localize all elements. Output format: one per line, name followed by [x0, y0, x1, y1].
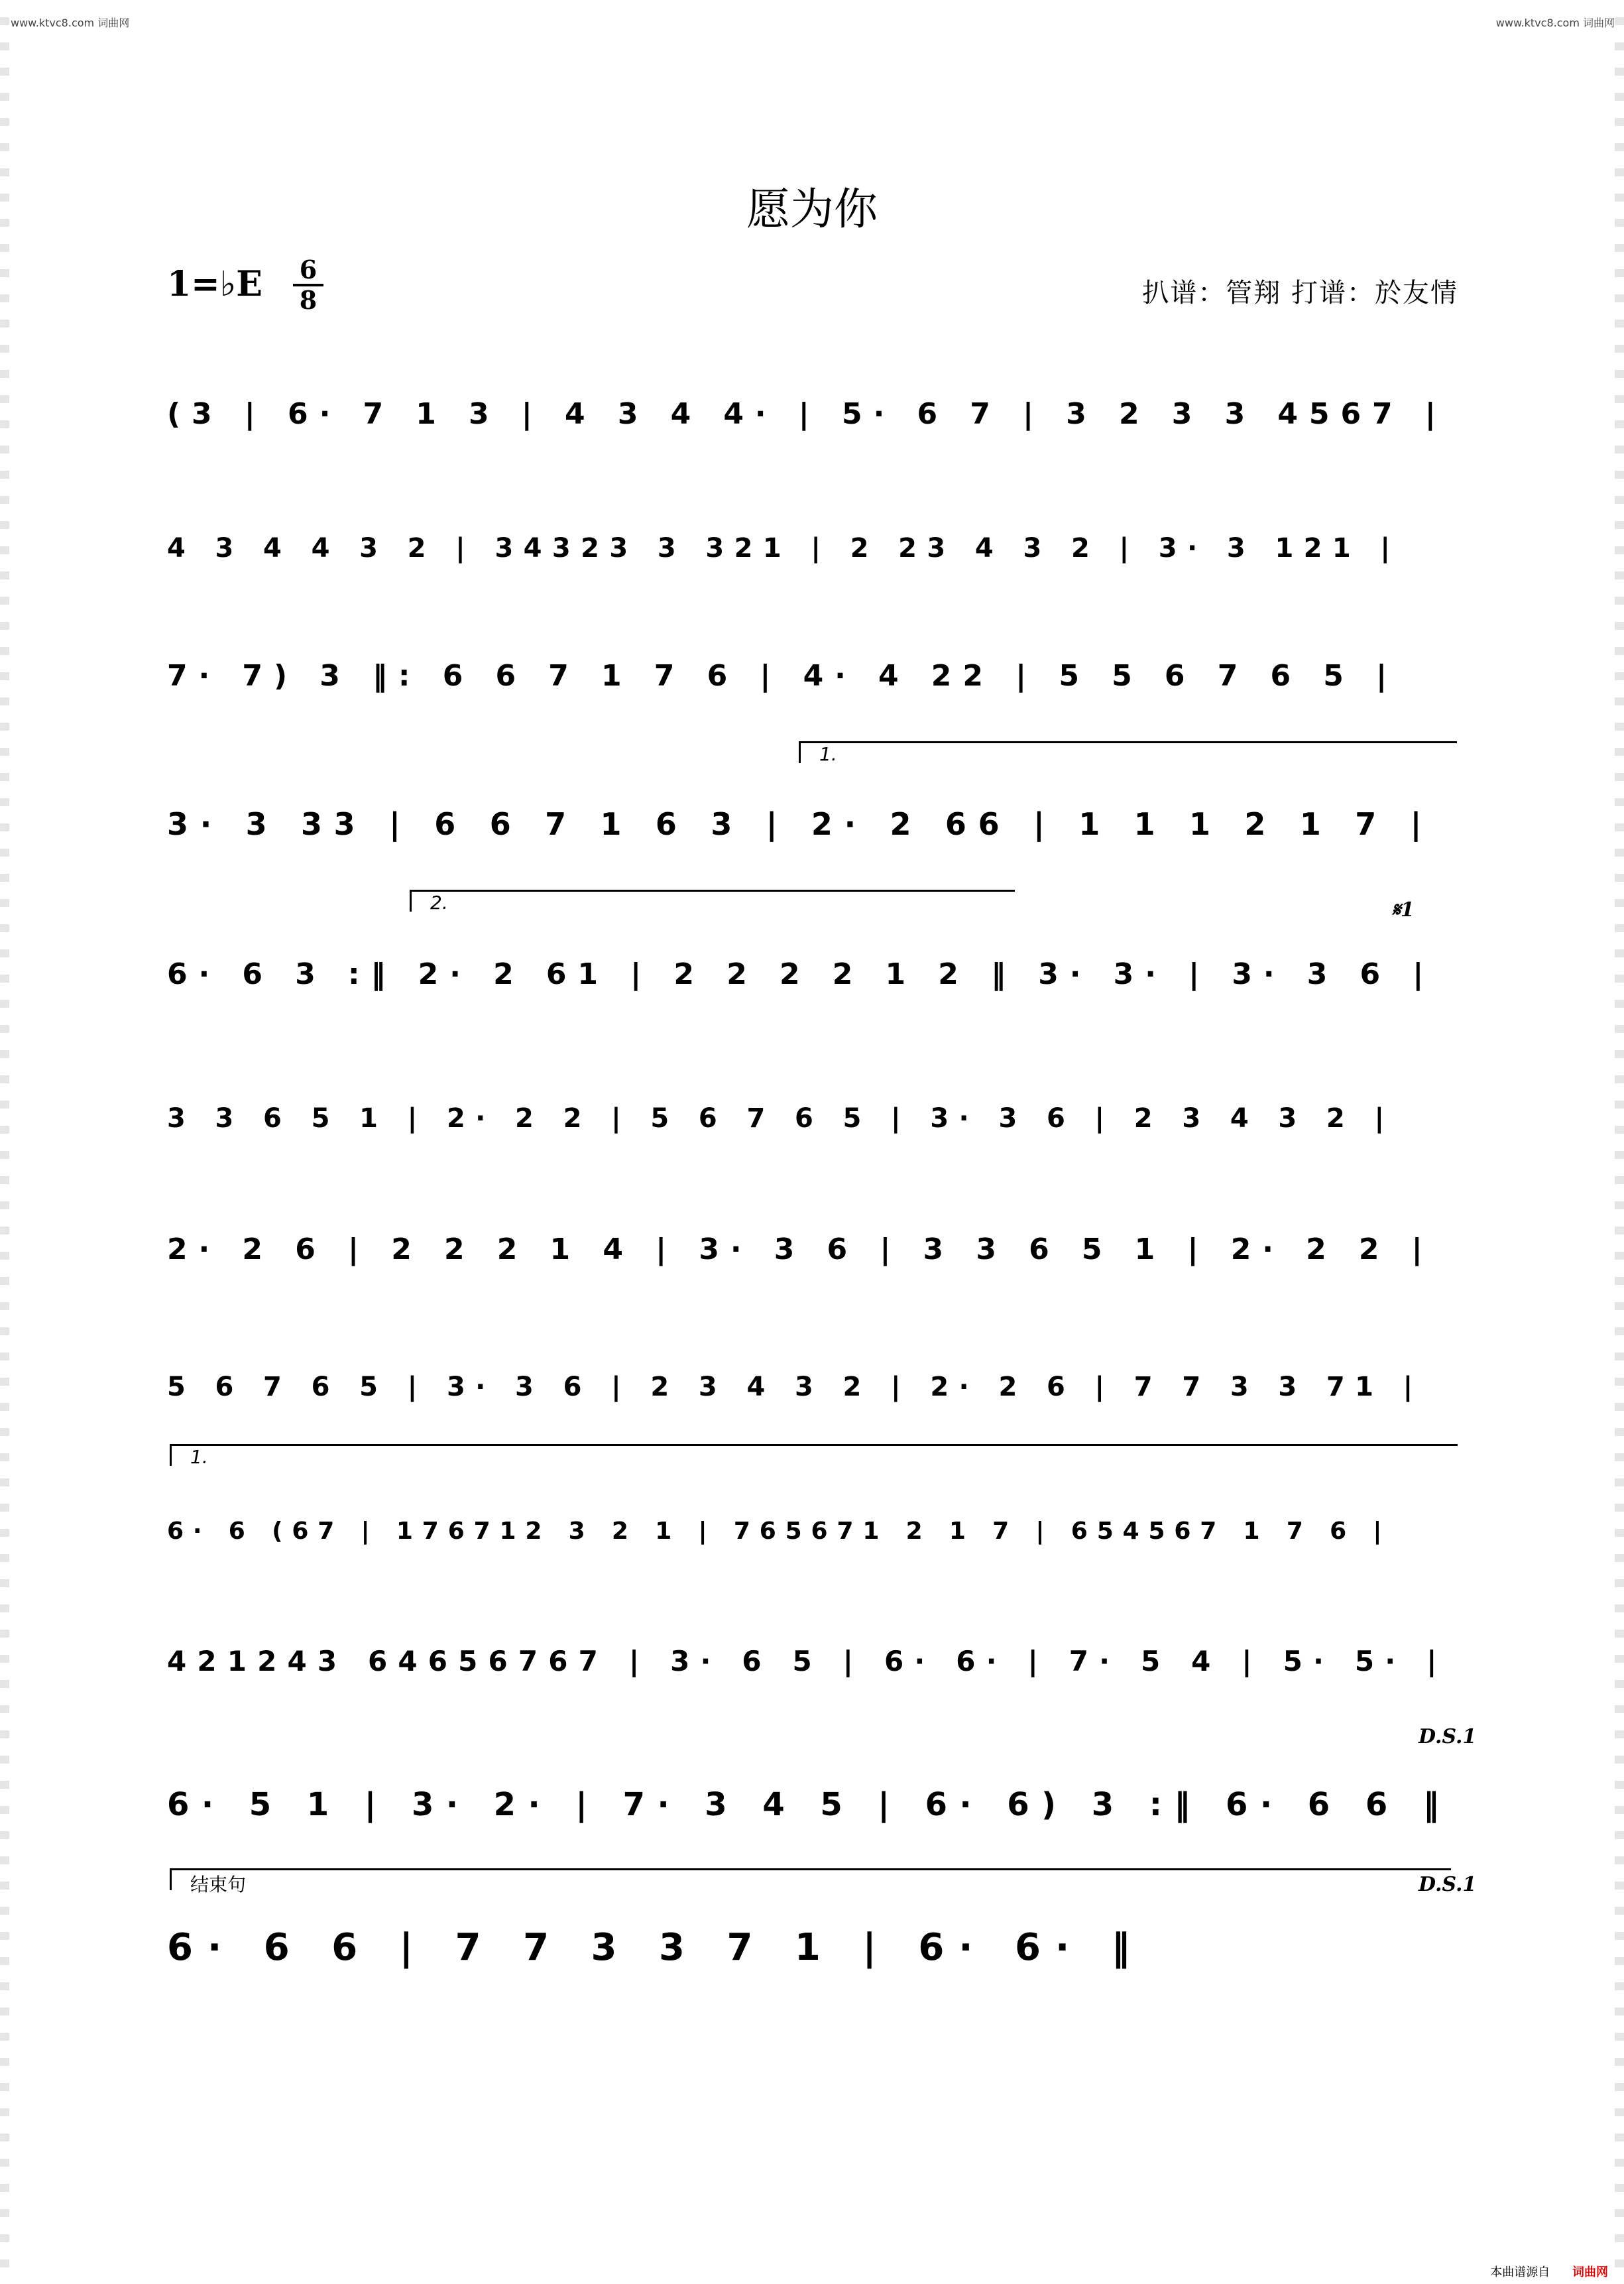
song-title: 愿为你	[746, 184, 878, 235]
meter-top: 6	[299, 255, 318, 284]
notes-line-11: 6· 5 1 | 3· 2· | 7· 3 4 5 | 6· 6) 3 :‖ 6· 6 6 ‖	[167, 1786, 1452, 1823]
left-margin-strip	[0, 0, 9, 2284]
volta-1b-label: 1.	[190, 1446, 208, 1468]
score-line-8	[167, 1316, 1460, 1409]
key-signature: 1=♭E	[167, 264, 262, 304]
score-line-1	[167, 345, 1460, 438]
volta-first-ending-b	[170, 1444, 1458, 1466]
notes-line-7: 2· 2 6 | 2 2 2 1 4 | 3· 3 6 | 3 3 6 5 1 | 2· 2 2 |	[167, 1232, 1434, 1266]
notes-line-2: 4 3 4 4 3 2 | 34323 3 321 | 2 23 4 3 2 | 3· 3 121 |	[167, 533, 1401, 564]
notes-line-9: 6· 6 (67 | 176712 3 2 1 | 765671 2 1 7 | 654567 1 7 6 |	[167, 1518, 1391, 1545]
score-line-12	[167, 1883, 1460, 1976]
meter-bottom: 8	[299, 285, 318, 315]
score-line-3	[167, 607, 1460, 699]
notes-line-6: 3 3 6 5 1 | 2· 2 2 | 5 6 7 6 5 | 3· 3 6 | 2 3 4 3 2 |	[167, 1103, 1395, 1134]
volta-first-ending-a	[799, 741, 1457, 763]
footer	[1490, 2263, 1608, 2280]
volta-1-label: 1.	[819, 743, 837, 765]
footer-site-logo: 词曲网	[1572, 2265, 1608, 2279]
score-line-7	[167, 1180, 1460, 1273]
header-site-left: www.ktvc8.com 词曲网	[11, 17, 130, 29]
score-line-6	[167, 1048, 1460, 1140]
header-site-right: www.ktvc8.com 词曲网	[1495, 17, 1615, 29]
segno-mark: 𝄋1	[1392, 898, 1415, 922]
time-signature	[293, 257, 323, 313]
score-line-9	[167, 1459, 1460, 1551]
score-line-5	[167, 905, 1460, 998]
credits: 扒谱：管翔 打谱：於友情	[1142, 278, 1458, 308]
score-line-2	[167, 477, 1460, 570]
notes-line-10: 421243 64656767 | 3· 6 5 | 6· 6· | 7· 5 4 | 5· 5· |	[167, 1645, 1448, 1677]
score-line-4	[167, 756, 1460, 849]
ds-marking-1: D.S.1	[1419, 1725, 1477, 1748]
notes-line-3: 7· 7) 3 ‖: 6 6 7 1 7 6 | 4· 4 22 | 5 5 6 7 6 5 |	[167, 659, 1399, 693]
right-margin-strip	[1615, 0, 1624, 2284]
volta-2-label: 2.	[430, 892, 448, 914]
notes-line-5: 6· 6 3 :‖ 2· 2 61 | 2 2 2 2 1 2 ‖ 3· 3· | 3· 3 6 |	[167, 957, 1435, 991]
score-line-10	[167, 1591, 1460, 1684]
notes-line-8: 5 6 7 6 5 | 3· 3 6 | 2 3 4 3 2 | 2· 2 6 | 7 7 3 3 71 |	[167, 1372, 1423, 1402]
notes-line-4: 3· 3 33 | 6 6 7 1 6 3 | 2· 2 66 | 1 1 1 2 1 7 |	[167, 806, 1434, 842]
ds-marking-2: D.S.1	[1419, 1873, 1477, 1896]
ending-phrase-label: 结束句	[190, 1874, 247, 1895]
notes-line-1: (3 | 6· 7 1 3 | 4 3 4 4· | 5· 6 7 | 3 2 3 3 4567 |	[167, 397, 1447, 431]
footer-source-label: 本曲谱源自	[1490, 2265, 1550, 2279]
notes-line-12: 6· 6 6 | 7 7 3 3 7 1 | 6· 6· ‖	[167, 1926, 1145, 1969]
score-line-11	[167, 1737, 1460, 1830]
volta-second-ending	[410, 890, 1015, 912]
